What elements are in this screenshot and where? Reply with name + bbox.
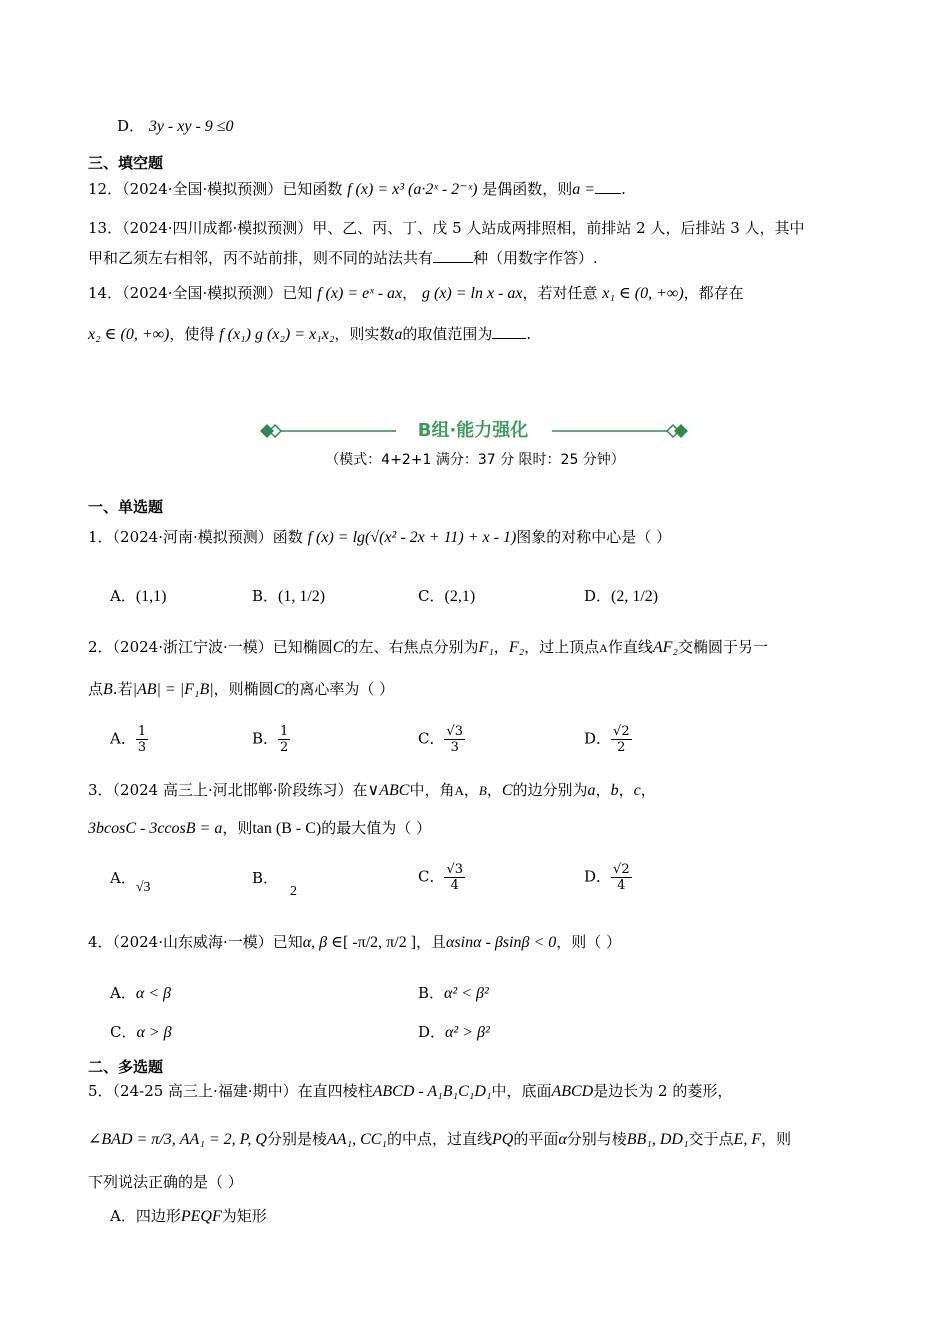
q14-x1-expr: x₁ ∈ (0, +∞) (602, 285, 684, 302)
q2-option-c[interactable] (418, 724, 465, 755)
option-expr: PEQF (180, 1208, 222, 1225)
q3-var-b: b (610, 782, 619, 799)
q4-option-b[interactable] (418, 983, 489, 1004)
fraction-den: 3 (137, 740, 147, 755)
q3-option-a[interactable] (110, 868, 151, 895)
option-label: B． (252, 587, 279, 605)
q2-var-a: A (599, 641, 608, 655)
q3-text-e: 的最大值为（ ） (321, 819, 431, 837)
option-text: 为矩形 (221, 1207, 267, 1225)
fraction-den: 3 (450, 740, 459, 755)
q12-end: . (621, 180, 626, 198)
q3-option-d[interactable] (584, 862, 632, 893)
section-fill-title: 三、填空题 (88, 154, 164, 172)
q14-cond-expr: f (x₁) g (x₂) = x₁x₂ (219, 326, 335, 343)
q1-number: 1． (88, 528, 113, 546)
q4-interval: [ -π/2, π/2 ] (342, 934, 417, 951)
q4-option-c[interactable] (110, 1022, 172, 1043)
q5-text-g: 分别与棱 (566, 1130, 627, 1148)
q12-var: a = (572, 181, 596, 198)
q12-text: 已知函数 (282, 180, 343, 198)
section-banner (258, 418, 690, 444)
fraction-num: √2 (613, 862, 630, 877)
q1-option-d[interactable] (584, 586, 658, 607)
q4-option-d[interactable] (418, 1022, 490, 1043)
option-label: A． (110, 869, 136, 887)
q13-text-a: 甲和乙须左右相邻，丙不站前排，则不同的站法共有 (88, 249, 434, 267)
q4-text-a: 4．（2024·山东威海·一模）已知 (88, 933, 303, 951)
q3-option-c[interactable] (418, 862, 465, 893)
q5-text-c: 是边长为 2 的菱形， (593, 1082, 733, 1100)
q2-option-d[interactable] (584, 724, 632, 755)
q1-option-c[interactable] (418, 586, 475, 607)
question-14-line1 (88, 283, 744, 304)
option-fraction (611, 862, 632, 893)
question-5-line1 (88, 1081, 732, 1102)
q3-triangle: ∨ABC (367, 782, 410, 799)
question-1 (88, 527, 671, 548)
right-diamond-icon (667, 424, 688, 438)
q5-text-i: ，则 (761, 1130, 792, 1148)
option-label: C． (418, 867, 445, 886)
q5-cond: ∠BAD = π/3, AA₁ = 2, P, Q (88, 1131, 267, 1148)
option-label: D． (584, 729, 612, 748)
option-label: A．四边形 (110, 1207, 181, 1225)
fraction-den: 4 (617, 878, 626, 893)
option-value: (1, 1/2) (278, 588, 326, 605)
question-12 (88, 179, 626, 200)
question-13-line2 (88, 248, 598, 268)
banner-title: B组·能力强化 (417, 420, 529, 441)
q2-option-a[interactable] (110, 724, 148, 755)
question-14-line2 (88, 324, 531, 345)
q1-text: 函数 (272, 528, 303, 546)
q14-source: （2024·全国·模拟预测） (122, 284, 283, 302)
option-label: A． (110, 729, 136, 748)
option-value: α² > β² (445, 1024, 490, 1041)
q14-sep: ， (402, 284, 418, 302)
fraction-num: √3 (446, 862, 464, 877)
q4-vars: α, β ∈ (302, 934, 343, 951)
q2-text-c: ，过上顶点 (524, 638, 600, 656)
question-2-line2 (88, 679, 394, 700)
q14-number: 14． (88, 284, 123, 302)
q14-answer-blank[interactable] (492, 324, 526, 339)
question-13-line1: 13．（2024·四川成都·模拟预测）甲、乙、丙、丁、戊 5 人站成两排照相，前排站 2 人，后排站 3 人，其中 (88, 219, 805, 237)
q2-var-c: C (332, 639, 344, 656)
q2-text-b: 的左、右焦点分别为 (343, 638, 479, 656)
q2-comma: ， (493, 638, 509, 656)
option-fraction (444, 724, 465, 755)
question-5-line2 (88, 1129, 791, 1150)
q14-text2: ，若对任意 (522, 284, 598, 302)
q5-edges: AA₁, CC₁ (326, 1131, 387, 1148)
q2-var-af2: AF₂ (652, 639, 678, 656)
option-label: D． (117, 117, 145, 135)
q1-text2: 图象的对称中心是（ ） (516, 528, 672, 546)
q5-option-a[interactable] (110, 1206, 267, 1227)
option-label: B． (252, 729, 279, 748)
q3-var-c-angle: C (501, 782, 513, 799)
q5-text-e: 的中点，过直线 (386, 1130, 492, 1148)
fraction-num: √2 (613, 724, 630, 739)
q14-text5: ，则实数 (334, 325, 395, 343)
q1-option-b[interactable] (252, 586, 325, 607)
option-value: √3 (135, 880, 151, 895)
q4-option-a[interactable] (110, 983, 171, 1004)
q5-text-f: 的平面 (513, 1130, 559, 1148)
question-4 (88, 932, 621, 953)
q5-edges2: BB₁, DD₁ (626, 1131, 689, 1148)
option-fraction (136, 724, 148, 755)
option-label: D． (418, 1023, 446, 1041)
q2-var-f1: F₁ (478, 639, 494, 656)
q2-text-a: 2．（2024·浙江宁波·一模）已知椭圆 (88, 638, 333, 656)
option-label: C． (110, 1023, 137, 1041)
option-expr: 3y - xy - 9 ≤0 (148, 118, 234, 135)
option-value: (2,1) (444, 588, 476, 605)
q2-cond: |AB| = |F₁B| (132, 681, 214, 698)
q14-var: a (394, 326, 403, 343)
q12-source: （2024·全国·模拟预测） (122, 180, 283, 198)
question-3-line1: 3．（2024 高三上·河北邯郸·阶段练习）在∨ABC中，角A，B，C的边分别为a，b，c， (88, 781, 656, 799)
q14-end: . (526, 325, 532, 343)
q14-g-expr: g (x) = ln x - ax (421, 285, 523, 302)
option-value: 2 (290, 884, 298, 899)
q13-text-b: 种（用数字作答）. (473, 249, 598, 267)
q14-text6: 的取值范围为 (402, 325, 493, 343)
option-label: C． (418, 729, 445, 748)
q3-var-a: a (587, 782, 596, 799)
option-label: B． (252, 869, 279, 887)
q5-prism: ABCD - A₁B₁C₁D₁ (372, 1083, 492, 1100)
q3-var-a-angle: A (454, 783, 464, 798)
left-diamond-icon (260, 424, 281, 438)
q3-text-a: 3．（2024 高三上·河北邯郸·阶段练习）在 (88, 781, 368, 799)
q2-text-d: 作直线 (607, 638, 653, 656)
section-single-title: 一、单选题 (88, 498, 164, 516)
q5-text-b: 中，底面 (491, 1082, 552, 1100)
fraction-num: √3 (446, 724, 464, 739)
q2-text-f: 点 (88, 680, 104, 698)
q3-text-d: ，则 (222, 819, 253, 837)
q5-text-h: 交于点 (688, 1130, 734, 1148)
q4-text-b: ，且 (416, 933, 447, 951)
question-5-line3: 下列说法正确的是（ ） (88, 1173, 243, 1191)
q12-expr: f (x) = x³ (a·2ˣ - 2⁻ˣ) (347, 181, 478, 198)
option-value: α < β (135, 985, 172, 1002)
option-value: α² < β² (444, 985, 489, 1002)
option-fraction (611, 724, 632, 755)
q14-f-expr: f (x) = eˣ - ax (317, 285, 403, 302)
q5-pq: PQ (491, 1131, 514, 1148)
question-2-line1 (88, 637, 768, 658)
q5-base: ABCD (551, 1083, 594, 1100)
q1-expr: f (x) = lg(√(x² - 2x + 11) + x - 1) (307, 529, 517, 546)
q2-var-b: B (103, 681, 113, 698)
fraction-num: 1 (137, 724, 147, 739)
q3-option-b[interactable] (252, 868, 298, 899)
fraction-den: 2 (280, 740, 289, 755)
fraction-den: 2 (617, 740, 626, 755)
q2-text-e: 交椭圆于另一 (677, 638, 768, 656)
option-label: D． (584, 867, 612, 886)
q14-text4: ，使得 (169, 325, 215, 343)
option-value: (2, 1/2) (611, 588, 659, 605)
q2-var-f2: F₂ (508, 639, 525, 656)
q11-option-d (117, 116, 234, 137)
q12-text2: 是偶函数，则 (482, 180, 573, 198)
q4-text-c: ，则（ ） (556, 933, 622, 951)
q5-points: E, F (733, 1131, 762, 1148)
fraction-den: 4 (450, 878, 459, 893)
q3-text-c: 的边分别为 (512, 781, 588, 799)
q2-text-h: ，则椭圆 (213, 680, 274, 698)
q2-option-b[interactable] (252, 724, 290, 755)
q2-var-c2: C (273, 681, 285, 698)
option-fraction (278, 724, 290, 755)
q14-x2-expr: x₂ ∈ (0, +∞) (88, 326, 170, 343)
question-3-line2 (88, 818, 431, 839)
q3-var-b-angle: B (478, 783, 487, 798)
q3-expr: tan (B - C) (252, 820, 322, 837)
option-label: B． (418, 984, 445, 1002)
q3-cond: 3bcosC - 3ccosB = a (88, 820, 223, 837)
q5-text-a: 5．（24-25 高三上·福建·期中）在直四棱柱 (88, 1082, 373, 1100)
q3-var-c: c (633, 782, 641, 799)
q1-source: （2024·河南·模拟预测） (112, 528, 273, 546)
option-fraction (444, 862, 465, 893)
q2-text-g: .若 (112, 680, 133, 698)
q13-answer-blank[interactable] (433, 248, 473, 263)
q14-text: 已知 (282, 284, 313, 302)
q12-answer-blank[interactable] (595, 179, 621, 194)
option-label: A． (110, 587, 136, 605)
option-value: (1,1) (135, 588, 167, 605)
option-label: D． (584, 587, 612, 605)
q12-number: 12． (88, 180, 123, 198)
q14-text3: ，都存在 (683, 284, 744, 302)
option-value: α > β (136, 1024, 172, 1041)
q5-alpha: α (558, 1131, 567, 1148)
section-multi-title: 二、多选题 (88, 1058, 164, 1076)
fraction-num: 1 (280, 724, 289, 739)
option-label: A． (110, 984, 136, 1002)
q2-text-i: 的离心率为（ ） (284, 680, 395, 698)
q1-option-a[interactable] (110, 586, 167, 607)
q5-text-d: 分别是棱 (266, 1130, 327, 1148)
option-label: C． (418, 587, 445, 605)
q4-cond: αsinα - βsinβ < 0 (446, 934, 557, 951)
banner-subtitle: （模式：4+2+1 满分：37 分 限时：25 分钟） (325, 452, 625, 468)
q3-text-b: 中，角 (409, 781, 455, 799)
